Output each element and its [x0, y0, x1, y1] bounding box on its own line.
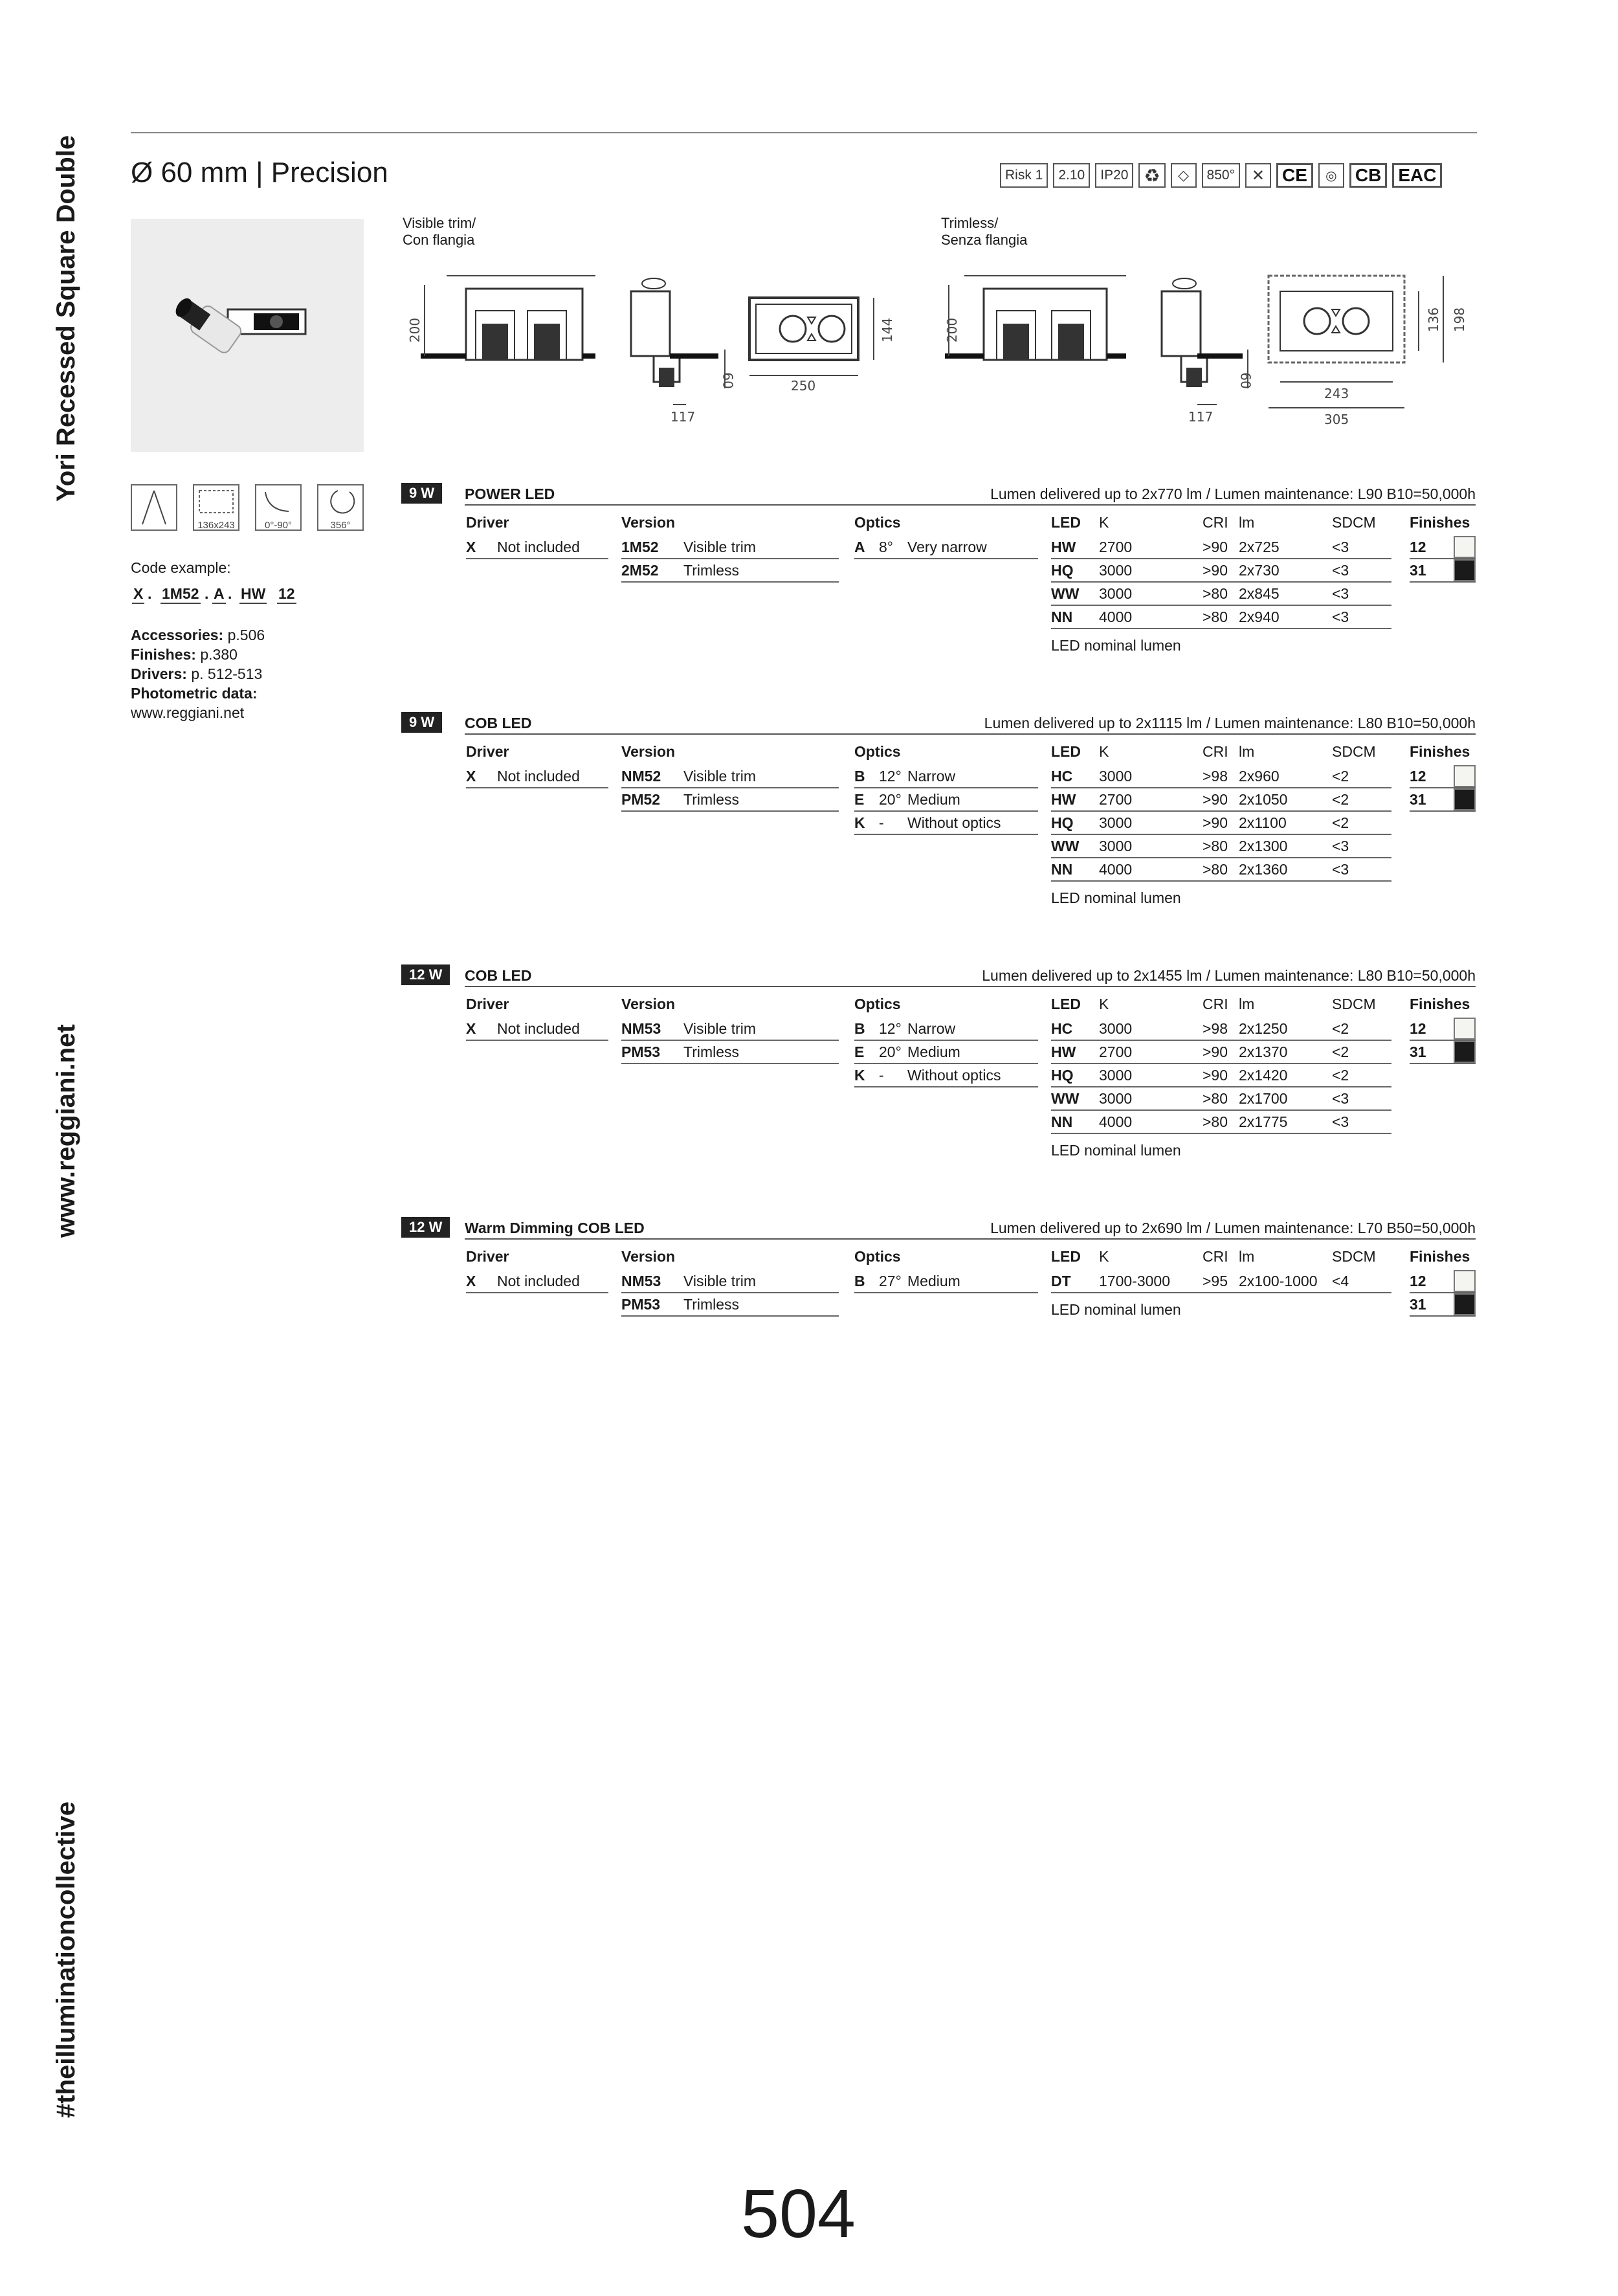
- version-label: Visible trim: [683, 1273, 757, 1289]
- dim-a-60: 60: [720, 372, 736, 389]
- column-header-finishes: Finishes: [1410, 1248, 1470, 1265]
- led-k: 4000: [1099, 1113, 1133, 1130]
- beam-angle-icon: [131, 484, 177, 531]
- column-header-sdcm: SDCM: [1332, 1248, 1376, 1265]
- led-nominal-note: LED nominal lumen: [1051, 1142, 1181, 1159]
- wattage-badge: 12 W: [401, 1217, 450, 1238]
- column-header-lm: lm: [1239, 996, 1255, 1012]
- driver-code: X: [466, 1273, 476, 1289]
- version-code: 1M52: [621, 539, 659, 555]
- version-label: Visible trim: [683, 768, 757, 785]
- row-rule: [1051, 834, 1391, 835]
- row-rule: [621, 1292, 839, 1293]
- optics-code: A: [854, 539, 865, 555]
- led-sdcm: <2: [1332, 1020, 1349, 1037]
- led-code: WW: [1051, 1090, 1080, 1107]
- led-k: 4000: [1099, 861, 1133, 878]
- ref-finishes: Finishes: p.380: [131, 646, 238, 663]
- row-rule: [854, 1063, 1038, 1064]
- led-sdcm: <4: [1332, 1273, 1349, 1289]
- row-rule: [854, 1292, 1038, 1293]
- wattage-badge: 9 W: [401, 712, 442, 733]
- dim-a-200: 200: [407, 317, 423, 343]
- led-lm: 2x1775: [1239, 1113, 1288, 1130]
- optics-code: E: [854, 791, 865, 808]
- column-header-finishes: Finishes: [1410, 743, 1470, 760]
- led-lm: 2x1250: [1239, 1020, 1288, 1037]
- section-name: COB LED: [465, 967, 532, 984]
- optics-code: E: [854, 1043, 865, 1060]
- version-label: Trimless: [683, 562, 740, 579]
- column-header-led: LED: [1051, 996, 1081, 1012]
- version-code: 2M52: [621, 562, 659, 579]
- version-code: NM53: [621, 1273, 661, 1289]
- optics-degree: 12°: [879, 1020, 902, 1037]
- technical-drawing-visible-trim: [401, 259, 906, 427]
- product-photo: [131, 219, 364, 452]
- led-code: DT: [1051, 1273, 1071, 1289]
- finish-code: 31: [1410, 791, 1426, 808]
- led-code: HC: [1051, 1020, 1073, 1037]
- code-part-optics: A: [212, 585, 226, 604]
- row-rule: [1051, 558, 1391, 559]
- version-label: Trimless: [683, 791, 740, 808]
- column-header-cri: CRI: [1202, 514, 1228, 531]
- row-rule: [854, 834, 1038, 835]
- product-section: [401, 483, 1476, 690]
- led-k: 3000: [1099, 1067, 1133, 1084]
- trimless-label: Trimless/ Senza flangia: [941, 215, 1028, 248]
- led-code: HQ: [1051, 814, 1074, 831]
- finish-swatch: [1454, 1041, 1476, 1063]
- column-header-sdcm: SDCM: [1332, 996, 1376, 1012]
- column-header-led: LED: [1051, 514, 1081, 531]
- version-label: Visible trim: [683, 539, 757, 555]
- finish-code: 12: [1410, 1020, 1426, 1037]
- lumen-info: Lumen delivered up to 2x770 lm / Lumen maintenance: L90 B10=50,000h: [990, 485, 1476, 502]
- optics-code: B: [854, 768, 865, 785]
- column-header-k: K: [1099, 514, 1109, 531]
- row-rule: [854, 558, 1038, 559]
- finish-swatch: [1454, 788, 1476, 810]
- led-k: 3000: [1099, 1020, 1133, 1037]
- led-cri: >90: [1202, 791, 1228, 808]
- finish-code: 12: [1410, 768, 1426, 785]
- led-sdcm: <3: [1332, 861, 1349, 878]
- led-lm: 2x1420: [1239, 1067, 1288, 1084]
- column-header-version: Version: [621, 996, 676, 1012]
- led-code: NN: [1051, 1113, 1073, 1130]
- column-header-led: LED: [1051, 1248, 1081, 1265]
- led-cri: >98: [1202, 768, 1228, 785]
- driver-label: Not included: [497, 768, 580, 785]
- driver-code: X: [466, 768, 476, 785]
- section-rule: [465, 733, 1476, 735]
- page-title: Ø 60 mm | Precision: [131, 157, 388, 188]
- product-section: [401, 964, 1476, 1172]
- led-lm: 2x725: [1239, 539, 1280, 555]
- section-rule: [465, 1238, 1476, 1240]
- led-sdcm: <3: [1332, 539, 1349, 555]
- driver-label: Not included: [497, 1273, 580, 1289]
- optics-degree: 20°: [879, 1043, 902, 1060]
- dim-a-117: 117: [670, 409, 696, 425]
- optics-degree: 20°: [879, 791, 902, 808]
- row-rule: [621, 1040, 839, 1041]
- section-name: POWER LED: [465, 485, 555, 502]
- optics-code: B: [854, 1020, 865, 1037]
- led-sdcm: <2: [1332, 1067, 1349, 1084]
- column-header-optics: Optics: [854, 743, 901, 760]
- row-rule: [1410, 810, 1476, 812]
- cutout-value: 136x243: [197, 520, 235, 531]
- code-sep: .: [228, 585, 232, 602]
- code-part-driver: X: [132, 585, 144, 604]
- column-header-lm: lm: [1239, 1248, 1255, 1265]
- led-k: 3000: [1099, 838, 1133, 854]
- led-k: 2700: [1099, 791, 1133, 808]
- finish-swatch: [1454, 765, 1476, 787]
- driver-code: X: [466, 1020, 476, 1037]
- optics-degree: 8°: [879, 539, 893, 555]
- row-rule: [621, 787, 839, 788]
- column-header-cri: CRI: [1202, 1248, 1228, 1265]
- cert-icons: [1000, 163, 1442, 188]
- rotation-icon: [317, 484, 364, 531]
- dim-a-144: 144: [880, 317, 896, 343]
- side-hashtag: #theilluminationcollective: [52, 1801, 80, 2118]
- led-code: HQ: [1051, 562, 1074, 579]
- led-sdcm: <2: [1332, 1043, 1349, 1060]
- ce-mark-icon: CE: [1276, 163, 1313, 188]
- led-cri: >80: [1202, 608, 1228, 625]
- row-rule: [621, 558, 839, 559]
- led-cri: >90: [1202, 814, 1228, 831]
- row-rule: [1051, 628, 1391, 629]
- led-lm: 2x940: [1239, 608, 1280, 625]
- finish-code: 31: [1410, 1296, 1426, 1313]
- row-rule: [1410, 1315, 1476, 1317]
- code-sep: .: [148, 585, 152, 602]
- section-name: COB LED: [465, 715, 532, 731]
- ref-drivers: Drivers: p. 512-513: [131, 665, 263, 682]
- header-rule: [131, 132, 1477, 133]
- led-cri: >98: [1202, 1020, 1228, 1037]
- side-product-line: Yori Recessed Square Double: [52, 135, 80, 502]
- tilt-value: 0°-90°: [264, 520, 293, 531]
- column-header-driver: Driver: [466, 743, 509, 760]
- column-header-k: K: [1099, 743, 1109, 760]
- led-sdcm: <3: [1332, 585, 1349, 602]
- dim-b-305: 305: [1324, 412, 1349, 427]
- rating-cert-icon: 2.10: [1053, 163, 1090, 188]
- lumen-info: Lumen delivered up to 2x690 lm / Lumen maintenance: L70 B50=50,000h: [990, 1220, 1476, 1236]
- led-k: 2700: [1099, 1043, 1133, 1060]
- row-rule: [1410, 1063, 1476, 1064]
- led-code: HC: [1051, 768, 1073, 785]
- led-k: 1700-3000: [1099, 1273, 1170, 1289]
- led-cri: >90: [1202, 1067, 1228, 1084]
- product-section: [401, 1217, 1476, 1424]
- row-rule: [854, 1086, 1038, 1087]
- no-insulation-icon: ✕: [1245, 163, 1271, 188]
- led-sdcm: <3: [1332, 838, 1349, 854]
- section-rule: [465, 986, 1476, 987]
- row-rule: [1051, 880, 1391, 882]
- led-code: HQ: [1051, 1067, 1074, 1084]
- led-sdcm: <3: [1332, 562, 1349, 579]
- led-code: NN: [1051, 861, 1073, 878]
- led-sdcm: <2: [1332, 791, 1349, 808]
- lumen-info: Lumen delivered up to 2x1115 lm / Lumen maintenance: L80 B10=50,000h: [984, 715, 1476, 731]
- led-lm: 2x1360: [1239, 861, 1288, 878]
- code-part-version: 1M52: [161, 585, 201, 604]
- led-sdcm: <2: [1332, 768, 1349, 785]
- dim-b-198: 198: [1452, 307, 1468, 333]
- led-k: 2700: [1099, 539, 1133, 555]
- row-rule: [1051, 1063, 1391, 1064]
- led-k: 3000: [1099, 768, 1133, 785]
- version-code: PM53: [621, 1043, 661, 1060]
- row-rule: [621, 810, 839, 812]
- finish-code: 12: [1410, 1273, 1426, 1289]
- led-cri: >80: [1202, 1113, 1228, 1130]
- code-example-label: Code example:: [131, 559, 231, 576]
- led-lm: 2x1100: [1239, 814, 1287, 831]
- version-code: NM53: [621, 1020, 661, 1037]
- column-header-finishes: Finishes: [1410, 996, 1470, 1012]
- dim-b-136: 136: [1426, 307, 1442, 333]
- column-header-cri: CRI: [1202, 743, 1228, 760]
- row-rule: [1051, 787, 1391, 788]
- column-header-led: LED: [1051, 743, 1081, 760]
- column-header-k: K: [1099, 996, 1109, 1012]
- led-lm: 2x1300: [1239, 838, 1288, 854]
- ref-photometric: Photometric data:: [131, 685, 258, 702]
- class-iii-icon: ◇: [1171, 163, 1197, 188]
- rotation-value: 356°: [330, 520, 351, 531]
- column-header-driver: Driver: [466, 1248, 509, 1265]
- optics-label: Medium: [907, 791, 960, 808]
- led-cri: >80: [1202, 585, 1228, 602]
- optics-label: Medium: [907, 1043, 960, 1060]
- led-k: 3000: [1099, 814, 1133, 831]
- column-header-version: Version: [621, 743, 676, 760]
- finish-swatch: [1454, 1018, 1476, 1040]
- row-rule: [466, 1040, 608, 1041]
- optics-label: Very narrow: [907, 539, 987, 555]
- cutout-icon: [193, 484, 239, 531]
- led-lm: 2x100-1000: [1239, 1273, 1318, 1289]
- led-lm: 2x730: [1239, 562, 1280, 579]
- optics-code: B: [854, 1273, 865, 1289]
- dim-a-250: 250: [791, 378, 816, 394]
- ip-cert-icon: IP20: [1095, 163, 1133, 188]
- row-rule: [1051, 1292, 1391, 1293]
- column-header-driver: Driver: [466, 996, 509, 1012]
- led-cri: >90: [1202, 562, 1228, 579]
- row-rule: [854, 1040, 1038, 1041]
- led-nominal-note: LED nominal lumen: [1051, 637, 1181, 654]
- column-header-optics: Optics: [854, 1248, 901, 1265]
- row-rule: [1051, 810, 1391, 812]
- finish-code: 31: [1410, 562, 1426, 579]
- finish-swatch: [1454, 1293, 1476, 1315]
- wattage-badge: 9 W: [401, 483, 442, 504]
- technical-drawing-trimless: [938, 259, 1476, 427]
- led-k: 3000: [1099, 585, 1133, 602]
- led-lm: 2x1370: [1239, 1043, 1288, 1060]
- driver-code: X: [466, 539, 476, 555]
- led-k: 3000: [1099, 1090, 1133, 1107]
- optics-label: Without optics: [907, 814, 1001, 831]
- column-header-sdcm: SDCM: [1332, 743, 1376, 760]
- optics-degree: -: [879, 1067, 884, 1084]
- version-label: Trimless: [683, 1296, 740, 1313]
- optics-degree: 12°: [879, 768, 902, 785]
- led-code: HW: [1051, 1043, 1076, 1060]
- code-part-led: HW: [239, 585, 267, 604]
- dim-b-117: 117: [1188, 409, 1214, 425]
- column-header-optics: Optics: [854, 514, 901, 531]
- led-cri: >95: [1202, 1273, 1228, 1289]
- row-rule: [1051, 857, 1391, 858]
- row-rule: [854, 787, 1038, 788]
- product-section: [401, 712, 1476, 919]
- dim-b-60: 60: [1237, 372, 1254, 389]
- led-code: WW: [1051, 838, 1080, 854]
- column-header-driver: Driver: [466, 514, 509, 531]
- section-rule: [465, 504, 1476, 506]
- driver-label: Not included: [497, 1020, 580, 1037]
- led-lm: 2x960: [1239, 768, 1280, 785]
- version-code: PM52: [621, 791, 661, 808]
- finish-swatch: [1454, 1270, 1476, 1292]
- code-part-finish: 12: [277, 585, 296, 604]
- led-lm: 2x845: [1239, 585, 1280, 602]
- column-header-sdcm: SDCM: [1332, 514, 1376, 531]
- row-rule: [466, 558, 608, 559]
- code-sep: .: [205, 585, 209, 602]
- eac-mark-icon: EAC: [1392, 163, 1442, 188]
- version-label: Trimless: [683, 1043, 740, 1060]
- version-label: Visible trim: [683, 1020, 757, 1037]
- led-lm: 2x1050: [1239, 791, 1288, 808]
- optics-label: Medium: [907, 1273, 960, 1289]
- row-rule: [466, 1292, 608, 1293]
- finish-code: 12: [1410, 539, 1426, 555]
- led-code: HW: [1051, 791, 1076, 808]
- row-rule: [1051, 1109, 1391, 1111]
- finish-swatch: [1454, 559, 1476, 581]
- led-cri: >90: [1202, 1043, 1228, 1060]
- risk-cert-icon: Risk 1: [1000, 163, 1048, 188]
- led-cri: >80: [1202, 838, 1228, 854]
- ref-accessories: Accessories: p.506: [131, 627, 265, 643]
- column-header-k: K: [1099, 1248, 1109, 1265]
- column-header-version: Version: [621, 514, 676, 531]
- led-cri: >80: [1202, 1090, 1228, 1107]
- column-header-lm: lm: [1239, 514, 1255, 531]
- led-nominal-note: LED nominal lumen: [1051, 889, 1181, 906]
- row-rule: [621, 1063, 839, 1064]
- finish-swatch: [1454, 536, 1476, 558]
- ref-photometric-url: www.reggiani.net: [131, 704, 245, 721]
- optics-label: Without optics: [907, 1067, 1001, 1084]
- led-nominal-note: LED nominal lumen: [1051, 1301, 1181, 1318]
- column-header-optics: Optics: [854, 996, 901, 1012]
- optics-code: K: [854, 1067, 865, 1084]
- column-header-lm: lm: [1239, 743, 1255, 760]
- optics-label: Narrow: [907, 1020, 956, 1037]
- led-sdcm: <2: [1332, 814, 1349, 831]
- row-rule: [621, 1315, 839, 1317]
- column-header-cri: CRI: [1202, 996, 1228, 1012]
- temperature-cert-icon: 850°: [1202, 163, 1240, 188]
- ccc-mark-icon: ◎: [1318, 163, 1344, 188]
- optics-degree: -: [879, 814, 884, 831]
- optics-code: K: [854, 814, 865, 831]
- row-rule: [1051, 605, 1391, 606]
- led-code: WW: [1051, 585, 1080, 602]
- dim-b-243: 243: [1324, 386, 1349, 401]
- tilt-icon: [255, 484, 302, 531]
- lumen-info: Lumen delivered up to 2x1455 lm / Lumen maintenance: L80 B10=50,000h: [982, 967, 1476, 984]
- side-website: www.reggiani.net: [52, 1024, 80, 1238]
- driver-label: Not included: [497, 539, 580, 555]
- finish-code: 31: [1410, 1043, 1426, 1060]
- version-code: NM52: [621, 768, 661, 785]
- led-sdcm: <3: [1332, 608, 1349, 625]
- row-rule: [1051, 1086, 1391, 1087]
- column-header-version: Version: [621, 1248, 676, 1265]
- cb-mark-icon: CB: [1349, 163, 1387, 188]
- row-rule: [1410, 581, 1476, 583]
- led-lm: 2x1700: [1239, 1090, 1288, 1107]
- row-rule: [1051, 581, 1391, 583]
- row-rule: [466, 787, 608, 788]
- section-name: Warm Dimming COB LED: [465, 1220, 645, 1236]
- led-cri: >80: [1202, 861, 1228, 878]
- wattage-badge: 12 W: [401, 964, 450, 985]
- recycle-icon: ♻: [1138, 163, 1165, 188]
- row-rule: [621, 581, 839, 583]
- row-rule: [854, 810, 1038, 812]
- version-code: PM53: [621, 1296, 661, 1313]
- led-sdcm: <3: [1332, 1113, 1349, 1130]
- led-code: HW: [1051, 539, 1076, 555]
- column-header-finishes: Finishes: [1410, 514, 1470, 531]
- led-cri: >90: [1202, 539, 1228, 555]
- optics-degree: 27°: [879, 1273, 902, 1289]
- page-number: 504: [741, 2176, 856, 2252]
- optics-label: Narrow: [907, 768, 956, 785]
- led-code: NN: [1051, 608, 1073, 625]
- dim-b-200: 200: [944, 317, 960, 343]
- led-k: 3000: [1099, 562, 1133, 579]
- row-rule: [1051, 1040, 1391, 1041]
- row-rule: [1051, 1133, 1391, 1134]
- led-sdcm: <3: [1332, 1090, 1349, 1107]
- visible-trim-label: Visible trim/ Con flangia: [403, 215, 476, 248]
- led-k: 4000: [1099, 608, 1133, 625]
